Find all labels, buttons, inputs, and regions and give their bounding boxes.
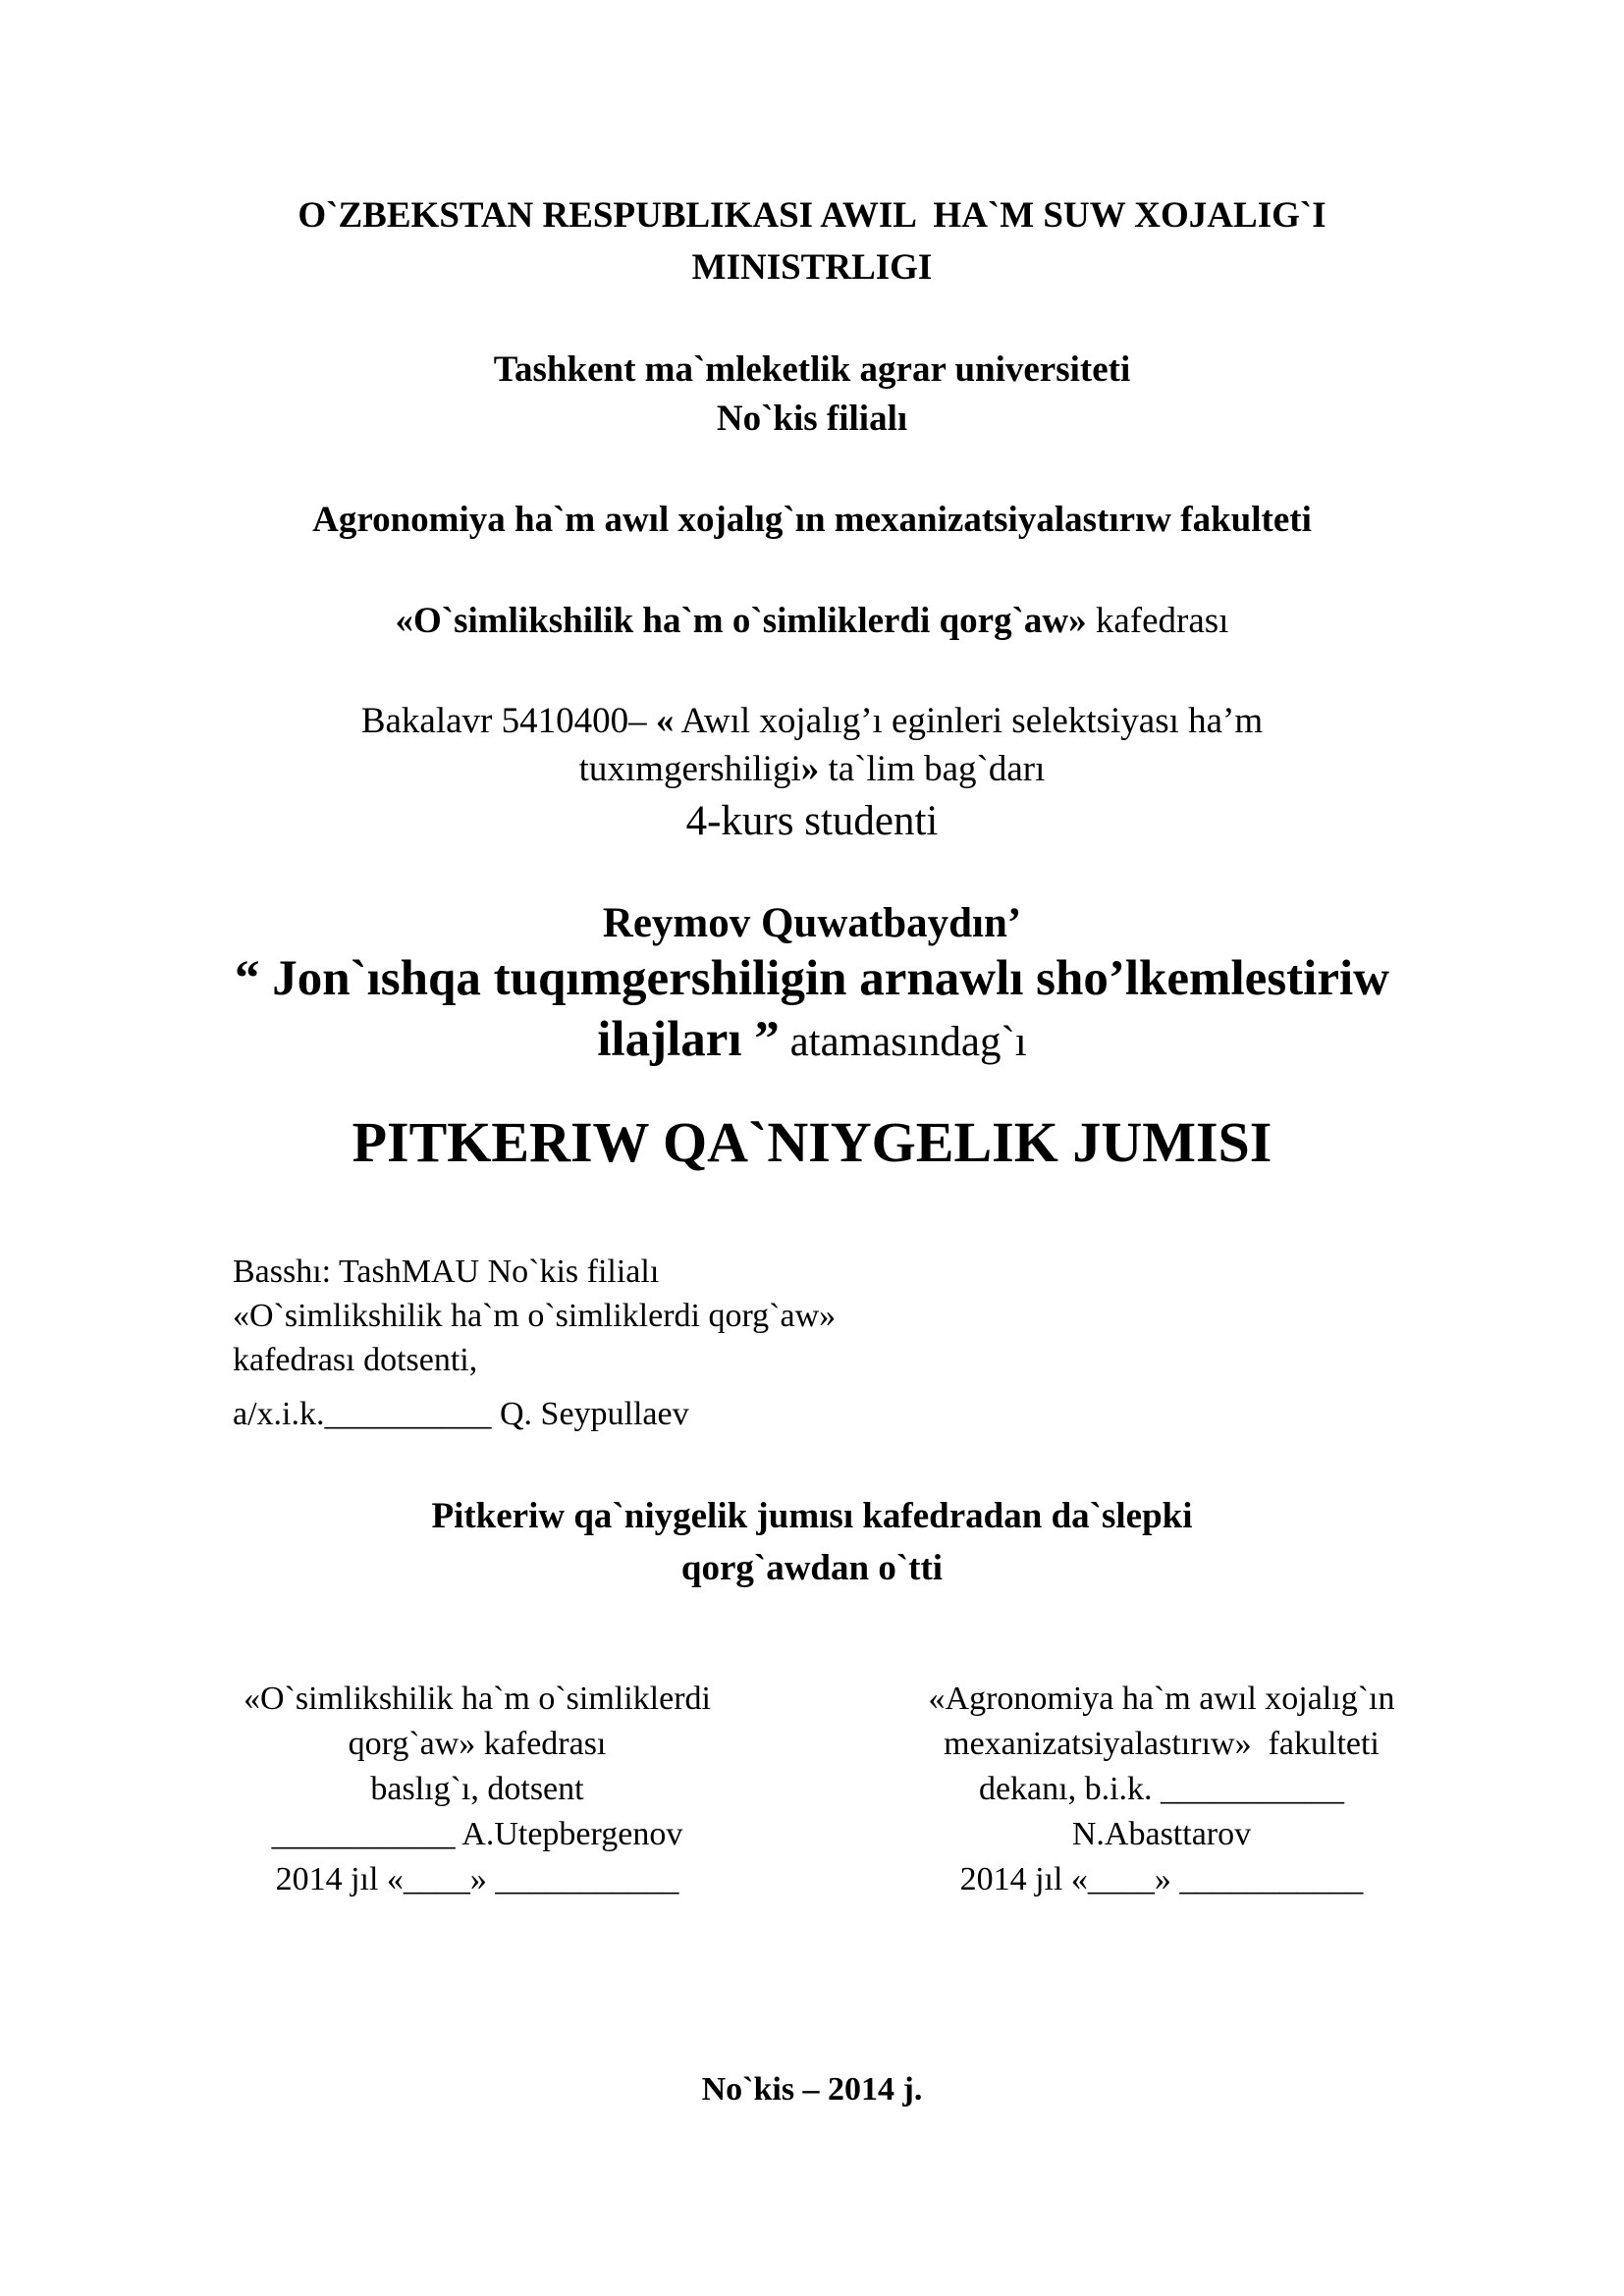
branch-name: No`kis filialı [716,399,908,439]
program-open-quote: « [655,701,675,741]
thesis-topic-end: ilajları ” [597,1012,780,1067]
approval-left-line-2: qorg`aw» kafedrası [348,1726,607,1762]
program-close-quote: » [800,749,820,789]
thesis-topic-line-2 [0,1011,1624,1068]
approval-left-line-4: ___________ A.Utepbergenov [271,1816,683,1852]
author-name: Reymov Quwatbaydın’ [602,900,1022,946]
department-line [0,600,1624,642]
program-code: Bakalavr 5410400– [360,701,656,741]
program-name-part-2: tuxımgershiligi [578,749,801,789]
approval-right-line-2: mexanizatsiyalastırıw» fakulteti [944,1726,1380,1762]
place-and-year: No`kis – 2014 j. [701,2071,923,2108]
thesis-topic-suffix: atamasındag`ı [779,1019,1027,1065]
supervisor-line-3: kafedrası dotsenti, [233,1342,478,1378]
approval-right-line-1: «Agronomiya ha`m awıl xojalıg`ın [928,1681,1395,1717]
thesis-topic-line-1: “ Jon`ıshqa tuqımgershiligin arnawlı sho’lkemlestiriw [235,951,1389,1006]
defense-line-2: qorg`awdan o`tti [680,1548,944,1588]
approval-right-date-line: 2014 jıl «____» ___________ [959,1861,1364,1897]
program-name-part-1: Awıl xojalıg’ı eginleri selektsiyası ha’m [674,701,1264,741]
approval-right-line-3: dekanı, b.i.k. ___________ [978,1771,1345,1807]
approval-left-date-line: 2014 jıl «____» ___________ [275,1861,679,1897]
program-suffix: ta`lim bag`darı [819,749,1046,789]
course-label: 4-kurs studenti [685,798,939,844]
approval-left-line-3: baslıg`ı, dotsent [370,1771,584,1807]
ministry-line-2: MINISTRLIGI [691,247,933,288]
university-name: Tashkent ma`mleketlik agrar universiteti [493,349,1131,390]
defense-line-1: Pitkeriw qa`niygelik jumısı kafedradan da`slepki [431,1496,1193,1536]
approval-right-line-4: N.Abasttarov [1071,1816,1252,1852]
faculty-name: Agronomiya ha`m awıl xojalıg`ın mexanizatsiyalastırıw fakulteti [312,500,1312,540]
department-name: «O`simlikshilik ha`m o`simliklerdi qorg`aw» [395,601,1087,641]
department-suffix: kafedrası [1086,601,1229,641]
program-line-1 [0,700,1624,742]
program-line-2 [0,748,1624,790]
ministry-line-1: O`ZBEKSTAN RESPUBLIKASI AWIL HA`M SUW XOJALIG`I [298,195,1326,236]
supervisor-line-2: «O`simlikshilik ha`m o`simliklerdi qorg`aw» [233,1298,837,1334]
work-title: PITKERIW QA`NIYGELIK JUMISI [352,1110,1272,1174]
supervisor-line-1: Basshı: TashMAU No`kis filialı [233,1254,660,1290]
supervisor-signature-line: a/x.i.k.__________ Q. Seypullaev [233,1396,689,1432]
approval-left-line-1: «O`simlikshilik ha`m o`simliklerdi [244,1681,711,1717]
